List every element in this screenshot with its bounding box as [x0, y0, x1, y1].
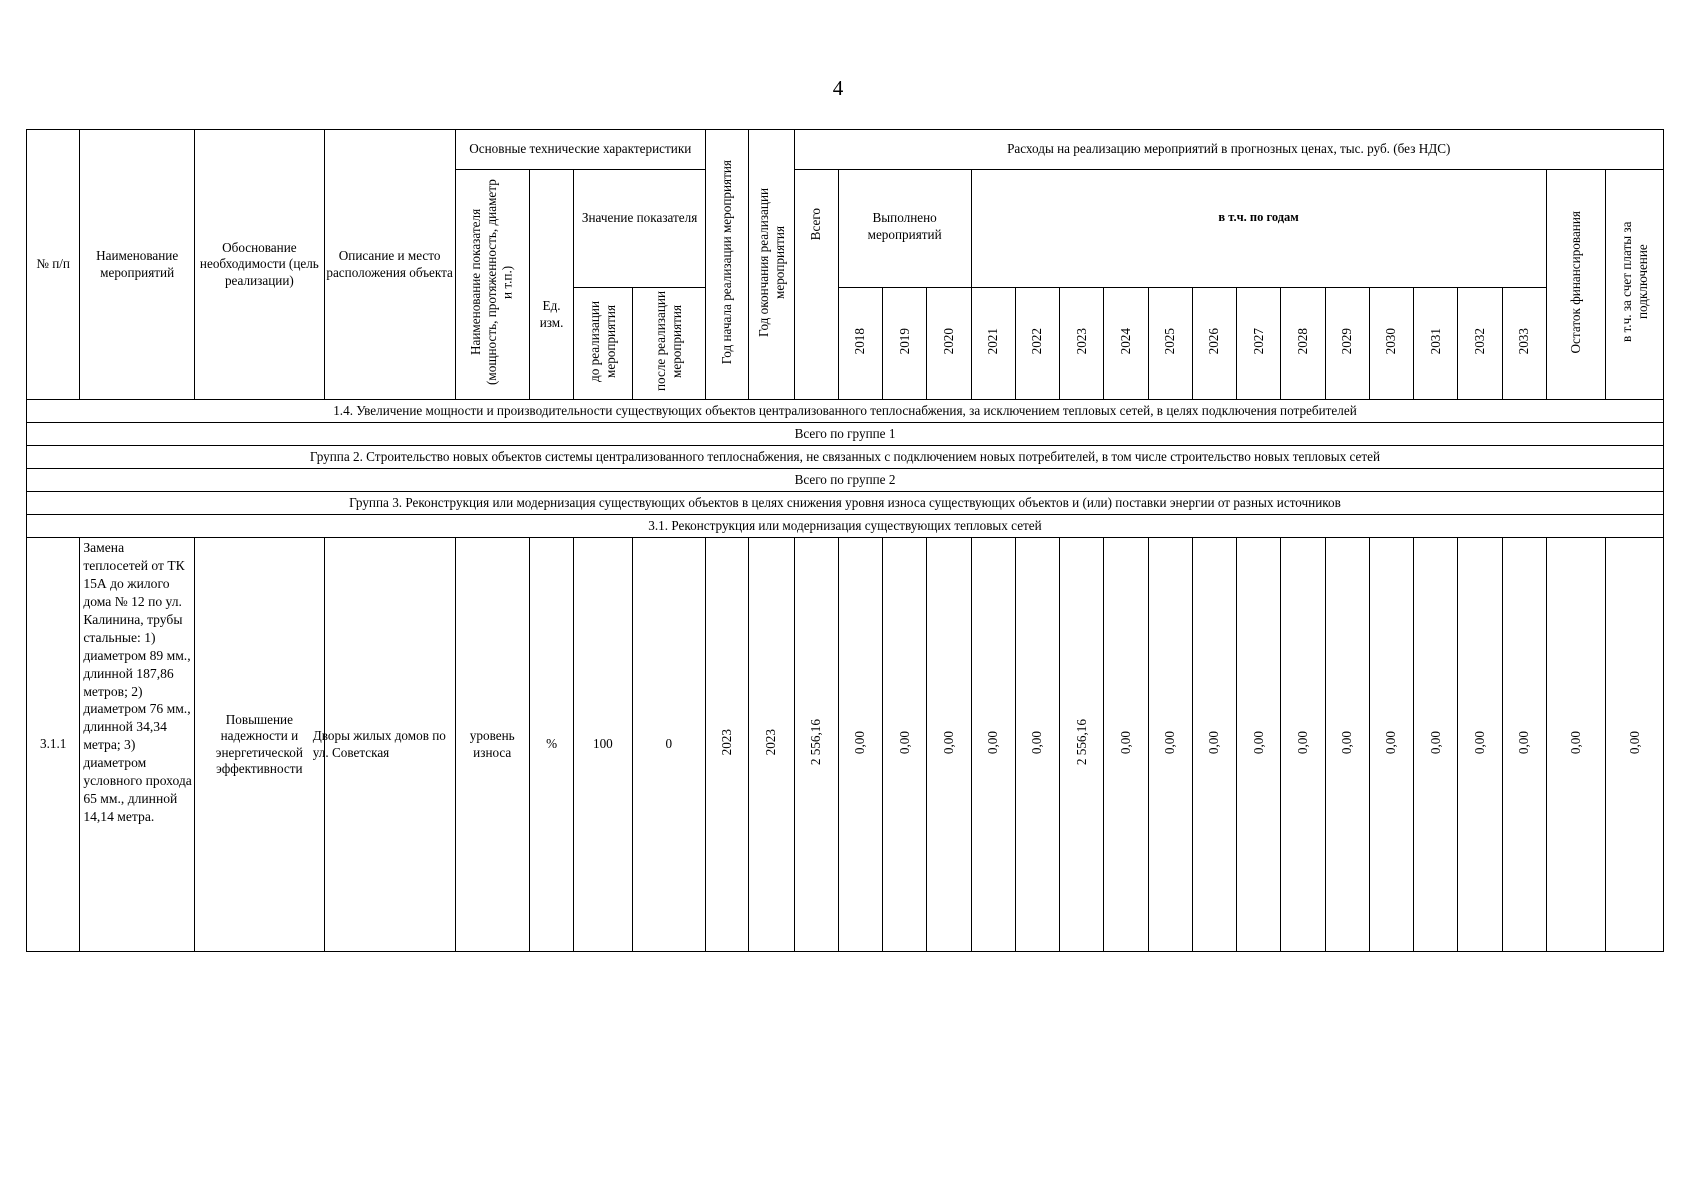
col-header-indicator-value: Значение показателя: [574, 170, 706, 288]
group-row: Всего по группе 2: [27, 469, 1664, 492]
row-year-value: 0,00: [940, 730, 956, 754]
row-year-end: 2023: [763, 729, 779, 756]
col-header-done: Выполнено мероприятий: [838, 170, 971, 288]
col-header-year: 2033: [1516, 328, 1532, 355]
col-header-year-end: Год окончания реализации мероприятия: [755, 187, 787, 337]
col-header-total: Всего: [808, 208, 824, 241]
row-year-value: 0,00: [1383, 730, 1399, 754]
row-year-value: 0,00: [1516, 730, 1532, 754]
col-header-description: Описание и место расположения объекта: [324, 130, 455, 400]
col-header-year: 2031: [1427, 328, 1443, 355]
row-year-value: 0,00: [1471, 730, 1487, 754]
row-year-value: 2 556,16: [1073, 719, 1089, 766]
col-header-year: 2029: [1339, 328, 1355, 355]
group-row: Группа 2. Строительство новых объектов системы централизованного теплоснабжения, не связанных с подключением новых потребителей, в том числе строительство новых тепловых сетей: [27, 446, 1664, 469]
row-year-value: 0,00: [896, 730, 912, 754]
row-year-value: 0,00: [852, 730, 868, 754]
row-unit: %: [529, 538, 573, 952]
investment-program-table: [26, 129, 1664, 952]
col-header-name: Наименование мероприятий: [80, 130, 195, 400]
col-header-tech-group: Основные технические характеристики: [455, 130, 705, 170]
col-header-year: 2030: [1383, 328, 1399, 355]
col-header-num: № п/п: [27, 130, 80, 400]
row-num: 3.1.1: [27, 538, 80, 952]
row-before: 100: [574, 538, 632, 952]
col-header-after: после реализации мероприятия: [652, 291, 684, 392]
row-remainder: 0,00: [1568, 730, 1583, 754]
row-year-value: 0,00: [1294, 730, 1310, 754]
col-header-before: до реализации мероприятия: [587, 300, 618, 382]
group-row: Группа 3. Реконструкция или модернизация существующих объектов в целях снижения уровня износа существующих объектов и (или) поставки энергии от разных источников: [27, 492, 1664, 515]
page-number: 4: [832, 76, 844, 100]
row-year-value: 0,00: [1206, 730, 1222, 754]
col-header-year: 2022: [1029, 328, 1045, 355]
col-header-justification: Обоснование необходимости (цель реализации): [194, 130, 324, 400]
group-row: 3.1. Реконструкция или модернизация существующих тепловых сетей: [27, 515, 1664, 538]
row-total: 2 556,16: [808, 719, 824, 766]
col-header-year: 2028: [1294, 328, 1310, 355]
col-header-year: 2023: [1073, 328, 1089, 355]
col-header-year: 2027: [1250, 328, 1266, 355]
col-header-year: 2032: [1471, 328, 1487, 355]
row-year-value: 0,00: [1250, 730, 1266, 754]
group-row: Всего по группе 1: [27, 423, 1664, 446]
row-description: Дворы жилых домов по ул. Советская: [324, 538, 455, 952]
row-year-value: 0,00: [1339, 730, 1355, 754]
row-indicator-name: уровень износа: [455, 538, 529, 952]
col-header-year: 2026: [1206, 328, 1222, 355]
col-header-year: 2024: [1117, 328, 1133, 355]
table-row: [27, 538, 1664, 952]
col-header-year: 2020: [940, 328, 956, 355]
row-year-value: 0,00: [1117, 730, 1133, 754]
col-header-unit: Ед. изм.: [529, 170, 573, 400]
row-year-value: 0,00: [985, 730, 1001, 754]
col-header-remainder: Остаток финансирования: [1568, 211, 1583, 354]
col-header-year-start: Год начала реализации мероприятия: [719, 160, 735, 365]
row-year-value: 0,00: [1427, 730, 1443, 754]
col-header-costs-group: Расходы на реализацию мероприятий в прогнозных ценах, тыс. руб. (без НДС): [794, 130, 1664, 170]
row-year-start: 2023: [719, 729, 735, 756]
col-header-year: 2019: [896, 328, 912, 355]
row-connection-fee: 0,00: [1626, 730, 1642, 754]
row-year-value: 0,00: [1162, 730, 1178, 754]
col-header-connection-fee: в т.ч. за счет платы за подключение: [1618, 222, 1650, 343]
group-row: 1.4. Увеличение мощности и производительности существующих объектов централизованного теплоснабжения, за исключением тепловых сетей, в целях подключения потребителей: [27, 400, 1664, 423]
col-header-year: 2018: [852, 328, 868, 355]
row-year-value: 0,00: [1029, 730, 1045, 754]
row-justification: Повышение надежности и энергетической эффективности: [194, 538, 324, 952]
col-header-indicator-name: Наименование показателя (мощность, протяженность, диаметр и т.п.): [468, 179, 516, 386]
row-name: Замена теплосетей от ТК 15А до жилого дома № 12 по ул. Калинина, трубы стальные: 1) диаметром 89 мм., длинной 187,86 метров; 2) диаметром 76 мм., длинной 34,34 метра; 3) диаметром условного прохода 65 мм., длинной 14,14 метра.: [80, 538, 195, 952]
col-header-year: 2025: [1162, 328, 1178, 355]
row-after: 0: [632, 538, 705, 952]
col-header-by-years: в т.ч. по годам: [971, 170, 1546, 288]
col-header-year: 2021: [985, 328, 1001, 355]
